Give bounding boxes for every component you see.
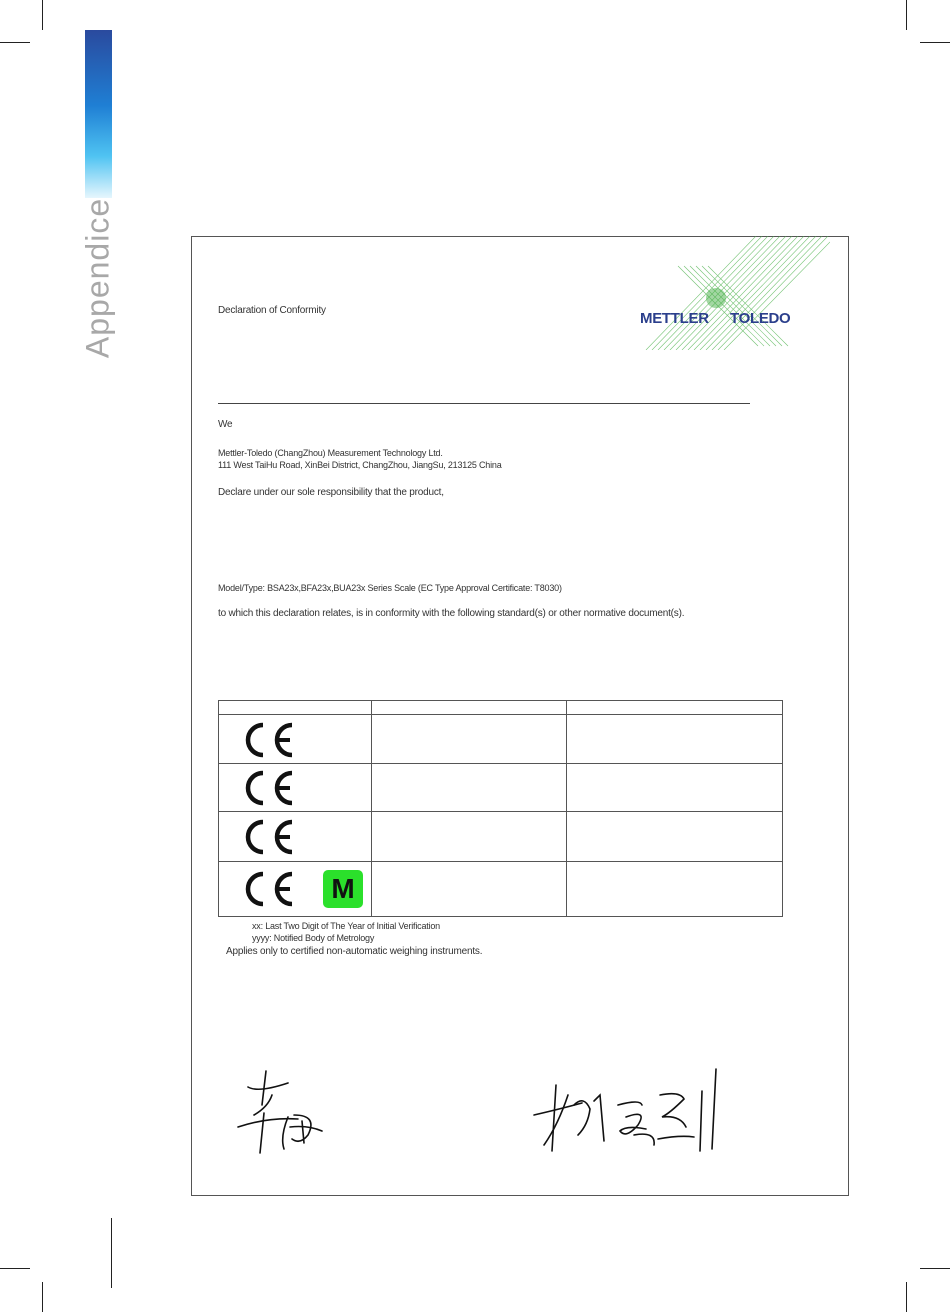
table-row — [219, 715, 783, 764]
crop-mark — [906, 0, 907, 30]
signature-right — [530, 1065, 730, 1155]
company-address: 111 West TaiHu Road, XinBei District, ChangZhou, JiangSu, 213125 China — [218, 460, 502, 470]
table-cell — [567, 764, 783, 812]
ce-mark-icon — [237, 720, 297, 760]
table-header-cell — [372, 701, 567, 715]
footnote-xx: xx: Last Two Digit of The Year of Initial Verification — [252, 921, 440, 931]
model-type: Model/Type: BSA23x,BFA23x,BUA23x Series Scale (EC Type Approval Certificate: T8030) — [218, 583, 562, 593]
mettler-toledo-logo-graphic — [638, 236, 830, 350]
sidebar-accent-bar — [85, 30, 112, 198]
crop-mark — [906, 1282, 907, 1312]
conformity-table — [218, 700, 783, 917]
table-cell — [567, 715, 783, 764]
page-gutter-line — [111, 1218, 112, 1288]
table-cell — [567, 812, 783, 862]
footnote-yyyy: yyyy: Notified Body of Metrology — [252, 933, 375, 943]
logo-word-mettler: METTLER — [640, 310, 709, 327]
ce-mark-cell — [219, 715, 372, 764]
crop-mark — [0, 42, 30, 43]
table-cell — [372, 715, 567, 764]
table-header-cell — [219, 701, 372, 715]
ce-mark-icon — [237, 817, 297, 857]
ce-mark-cell — [219, 812, 372, 862]
table-header-row — [219, 701, 783, 715]
table-row — [219, 862, 783, 917]
table-row — [219, 812, 783, 862]
ce-metrology-mark-cell — [219, 862, 372, 917]
signature-left — [218, 1065, 338, 1155]
table-cell — [372, 812, 567, 862]
table-header-cell — [567, 701, 783, 715]
metrology-m-mark: M — [323, 870, 363, 908]
we-label: We — [218, 419, 233, 430]
crop-mark — [920, 42, 950, 43]
conformity-statement: to which this declaration relates, is in conformity with the following standard(s) or other normative document(s). — [218, 608, 685, 619]
sidebar-section-label: Appendice — [79, 197, 116, 359]
company-name: Mettler-Toledo (ChangZhou) Measurement Technology Ltd. — [218, 448, 443, 458]
table-cell — [372, 862, 567, 917]
crop-mark — [42, 1282, 43, 1312]
crop-mark — [42, 0, 43, 30]
table-cell — [372, 764, 567, 812]
crop-mark — [0, 1268, 30, 1269]
ce-mark-icon — [237, 768, 297, 808]
crop-mark — [920, 1268, 950, 1269]
footnote-applies: Applies only to certified non-automatic weighing instruments. — [226, 946, 483, 957]
ce-mark-cell — [219, 764, 372, 812]
ce-mark-icon — [237, 869, 297, 909]
declare-statement: Declare under our sole responsibility that the product, — [218, 487, 444, 498]
logo-word-toledo: TOLEDO — [730, 310, 791, 327]
table-row — [219, 764, 783, 812]
document-title: Declaration of Conformity — [218, 305, 326, 316]
table-cell — [567, 862, 783, 917]
header-divider — [218, 403, 750, 404]
